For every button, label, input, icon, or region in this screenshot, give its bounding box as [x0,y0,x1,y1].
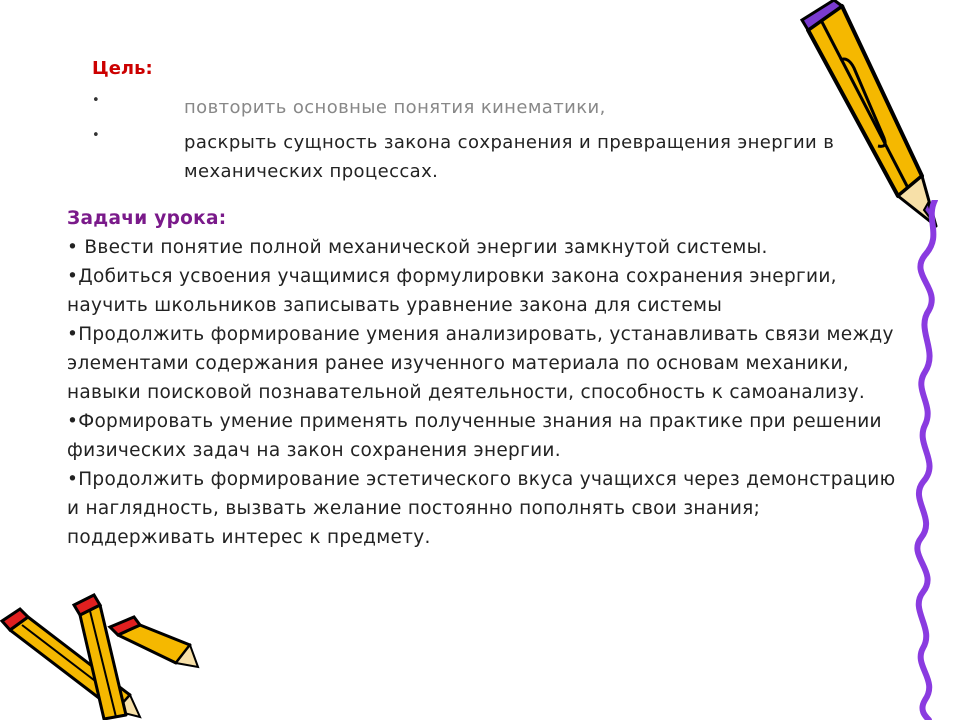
tasks-title: Задачи урока: [67,208,227,229]
bullet: • [92,93,100,108]
bullet: • [92,128,100,143]
task-item: • Ввести понятие полной механической энергии замкнутой системы. [67,237,768,258]
task-item: •Продолжить формирование умения анализировать, устанавливать связи между элементами содержания ранее изученного материала по основам механики, навыки поисковой познавательной деятельности, способность к самоанализу. [67,324,894,403]
tasks-block [67,204,897,552]
goal-label: Цель: [92,58,153,79]
goal-item-text: раскрыть сущность закона сохранения и превращения энергии в механических процессах. [184,132,835,182]
task-item: •Формировать умение применять полученные знания на практике при решении физических задач на закон сохранения энергии. [67,411,882,461]
crossed-pencils-icon [0,575,200,720]
squiggle-line [895,200,955,720]
goal-item-text: повторить основные понятия кинематики, [184,97,606,118]
task-item: •Продолжить формирование эстетического вкуса учащихся через демонстрацию и наглядность, вызвать желание постоянно пополнять свои знания; поддерживать интерес к предмету. [67,469,896,548]
task-item: •Добиться усвоения учащимися формулировки закона сохранения энергии, научить школьников записывать уравнение закона для системы [67,266,837,316]
